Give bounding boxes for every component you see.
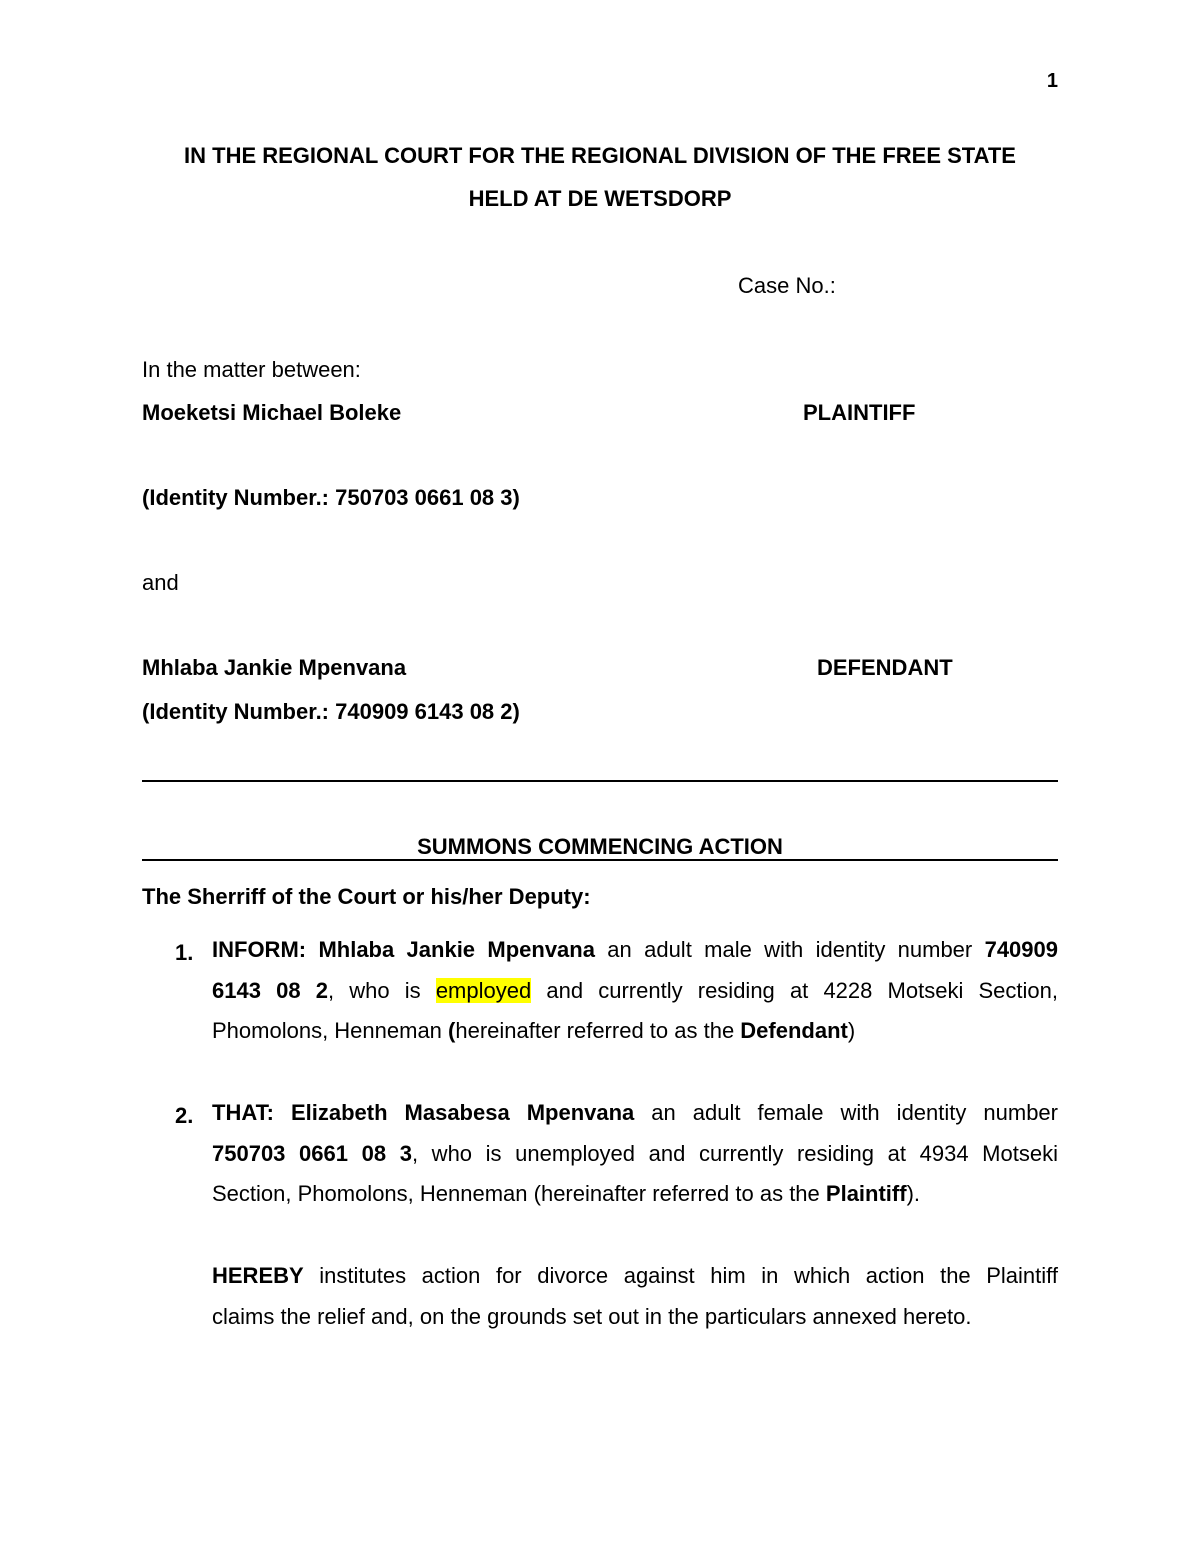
hereby-paragraph — [212, 1256, 1058, 1337]
item-1-line-2 — [212, 971, 1058, 1012]
item-2-number: 2. — [175, 1103, 194, 1128]
item-1-number: 1. — [175, 940, 194, 965]
item-1-text-3: and currently residing at 4228 Motseki Section, — [531, 977, 1058, 1003]
defendant-name: Mhlaba Jankie Mpenvana — [142, 655, 407, 680]
hereby-line-2: claims the relief and, on the grounds set out in the particulars annexed hereto. — [212, 1303, 972, 1329]
highlighted-word: employed — [435, 977, 532, 1003]
court-heading-line-2: HELD AT DE WETSDORP — [468, 186, 732, 211]
item-2-name: Elizabeth Masabesa Mpenvana — [290, 1100, 635, 1125]
plaintiff-role: PLAINTIFF — [803, 400, 916, 425]
item-2-text-4: ). — [906, 1181, 921, 1206]
item-1-paragraph — [212, 930, 1058, 1052]
defendant-role: DEFENDANT — [817, 655, 953, 680]
item-2-text-2: , who is unemployed and currently residing at 4934 Motseki — [411, 1140, 1058, 1166]
item-1-text-6: ) — [847, 1018, 856, 1043]
plaintiff-identity: (Identity Number.: 750703 0661 08 3) — [142, 485, 520, 510]
item-1-text-1: an adult male with identity number — [594, 937, 985, 962]
summons-title: SUMMONS COMMENCING ACTION — [417, 834, 783, 859]
divider-rule — [142, 780, 1058, 782]
case-number-label: Case No.: — [738, 273, 836, 298]
item-1-id-part-2: 6143 08 2 — [212, 977, 328, 1003]
item-1-id-part-1: 740909 — [984, 937, 1058, 962]
item-2-line-1 — [212, 1093, 1058, 1134]
sheriff-line: The Sherriff of the Court or his/her Deputy: — [142, 884, 591, 909]
hereby-label: HEREBY — [212, 1263, 304, 1288]
and-text: and — [142, 570, 179, 595]
item-1-line-3 — [212, 1011, 1058, 1052]
item-2-line-2 — [212, 1134, 1058, 1175]
item-1-role: Defendant — [740, 1018, 848, 1043]
summons-title-underline — [142, 859, 1058, 861]
hereby-line-1 — [212, 1256, 1058, 1297]
item-1-name: Mhlaba Jankie Mpenvana — [318, 937, 595, 962]
page-number: 1 — [1046, 70, 1058, 92]
item-2-text-1: an adult female with identity number — [634, 1100, 1058, 1125]
item-2-label: THAT: — [212, 1100, 274, 1125]
hereby-text-1: institutes action for divorce against him in which action the Plaintiff — [303, 1263, 1058, 1288]
item-2-paragraph — [212, 1093, 1058, 1215]
item-2-role: Plaintiff — [825, 1181, 907, 1206]
court-heading-line-1: IN THE REGIONAL COURT FOR THE REGIONAL DIVISION OF THE FREE STATE — [184, 143, 1016, 168]
item-1-text-2: , who is — [327, 977, 436, 1003]
item-1-line-1 — [212, 930, 1058, 971]
defendant-identity: (Identity Number.: 740909 6143 08 2) — [142, 699, 520, 724]
matter-between-label: In the matter between: — [142, 357, 361, 382]
item-1-paren: ( — [448, 1018, 456, 1043]
item-1-text-4: Phomolons, Henneman — [212, 1018, 449, 1043]
item-2-id: 750703 0661 08 3 — [212, 1140, 412, 1166]
item-2-text-3: Section, Phomolons, Henneman (hereinafter referred to as the — [212, 1181, 826, 1206]
item-1-text-5: hereinafter referred to as the — [455, 1018, 741, 1043]
item-1-label: INFORM: — [212, 937, 307, 962]
plaintiff-name: Moeketsi Michael Boleke — [142, 400, 402, 425]
item-2-line-3 — [212, 1174, 1058, 1215]
